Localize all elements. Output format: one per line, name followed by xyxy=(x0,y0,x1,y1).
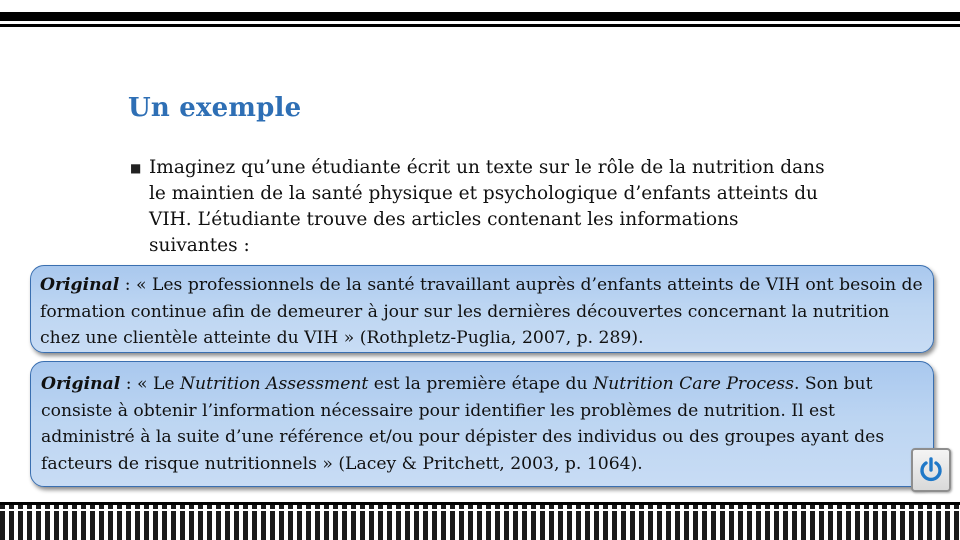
slide-title: Un exemple xyxy=(128,93,302,123)
square-bullet-icon: ■ xyxy=(130,161,142,175)
quote-text: « Les professionnels de la santé travaillant auprès d’enfants atteints de VIH ont besoin de formation continue afin de demeurer à jour sur les dernières découvertes concernant la nutrition chez une clientèle atteinte du VIH » (Rothpletz-Puglia, 2007, p. 289). xyxy=(40,275,923,348)
bottom-decorative-stripes xyxy=(0,502,960,540)
quote-text-part1: « Le xyxy=(136,374,181,394)
quote-box-lacey xyxy=(30,361,934,487)
bullet-text: Imaginez qu’une étudiante écrit un texte sur le rôle de la nutrition dans le maintien de la santé physique et psychologique d’enfants atteints du VIH. L’étudiante trouve des articles contenant les informations suivantes : xyxy=(149,157,825,256)
quote-italic-term: Nutrition Care Process xyxy=(593,374,794,394)
quote-separator: : xyxy=(120,374,137,394)
bullet-paragraph xyxy=(130,155,830,259)
quote-text-part3: . Son but consiste à obtenir l’information nécessaire pour identifier les problèmes de nutrition. Il est administré à la suite d’une référence et/ou pour dépister des individus ou des groupes ayant des facteurs de risque nutritionnels » (Lacey & Pritchett, 2003, p. 1064). xyxy=(41,374,885,474)
top-decorative-line xyxy=(0,24,960,27)
top-decorative-bar xyxy=(0,12,960,21)
quote-separator: : xyxy=(119,275,136,295)
quote-italic-term: Nutrition Assessment xyxy=(180,374,369,394)
quote-text-part2: est la première étape du xyxy=(368,374,594,394)
quote-label: Original xyxy=(40,275,120,295)
power-icon xyxy=(917,456,945,484)
quote-label: Original xyxy=(41,374,121,394)
power-button[interactable] xyxy=(911,448,951,492)
quote-box-rothpletz xyxy=(30,265,934,353)
